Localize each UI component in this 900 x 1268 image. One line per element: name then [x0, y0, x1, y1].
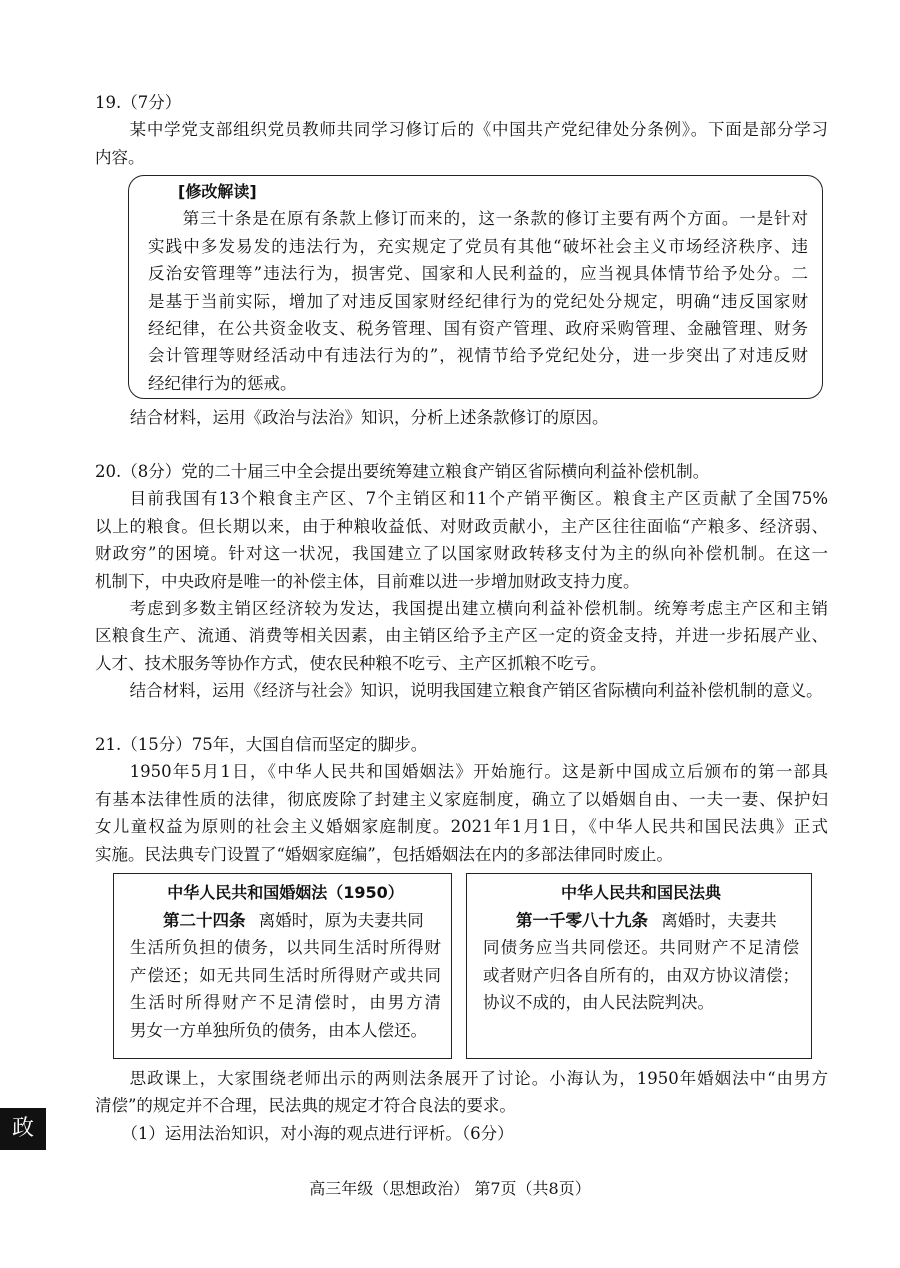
subject-tab: 政 [0, 1108, 46, 1150]
text-line: 协议不成的，由人民法院判决。 [483, 993, 714, 1013]
article-text: 离婚时，原为夫妻共同 [258, 911, 424, 930]
text-line: 反治安管理等”违法行为，损害党、国家和人民利益的，应当视具体情节给予处分。二 [148, 264, 808, 284]
text-line: 区粮食生产、流通、消费等相关因素，由主销区给予主产区一定的资金支持，并进一步拓展产业、 [95, 626, 828, 646]
text-line: 产偿还；如无共同生活时所得财产或共同 [130, 965, 441, 985]
text-line: 实践中多发易发的违法行为，充实规定了党员有其他“破坏社会主义市场经济秩序、违 [148, 236, 808, 256]
paragraph [95, 758, 828, 868]
paragraph [95, 485, 828, 595]
article-lines [130, 934, 441, 1044]
article-text: 离婚时，夫妻共 [661, 911, 777, 930]
text-line: 目前我国有13个粮食主产区、7个主销区和11个产销平衡区。粮食主产区贡献了全国75% [129, 489, 828, 509]
question-intro [95, 116, 828, 171]
box-title: 中华人民共和国民法典 [560, 883, 721, 902]
question-21 [95, 731, 828, 868]
text-line: 生活时所得财产不足清偿时，由男方清 [130, 993, 441, 1013]
text-line: 第三十条是在原有条款上修订而来的，这一条款的修订主要有两个方面。一是针对 [182, 209, 808, 229]
sub-question-1: （1）运用法治知识，对小海的观点进行评析。（6分） [121, 1123, 514, 1143]
page-footer: 高三年级（思想政治） 第7页（共8页） [309, 1179, 591, 1198]
text-line: 考虑到多数主销区经济较为发达，我国提出建立横向利益补偿机制。统筹考虑主产区和主销 [129, 598, 828, 618]
marriage-law-1950-box [113, 873, 452, 1059]
text-line: 会计管理等财经活动中有违法行为的”，视情节给予党纪处分，进一步突出了对违反财 [148, 346, 808, 366]
text-line: 生活所负担的债务，以共同生活时所得财 [130, 938, 441, 958]
text-line: 经纪律行为的惩戒。 [148, 373, 297, 393]
question-19 [95, 89, 828, 171]
text-line: 是基于当前实际，增加了对违反国家财经纪律行为的党纪处分规定，明确“违反国家财 [148, 291, 808, 311]
text-line: 同债务应当共同偿还。共同财产不足清偿 [483, 938, 799, 958]
question-header: 21.（15分）75年，大国自信而坚定的脚步。 [95, 735, 428, 754]
text-line: 财政穷”的困境。针对这一状况，我国建立了以国家财政转移支付为主的纵向补偿机制。在这一 [95, 544, 828, 564]
paragraph [95, 1065, 828, 1120]
text-line: 或者财产归各自所有的，由双方协议清偿； [483, 965, 799, 985]
text-line: 有基本法律性质的法律，彻底废除了封建主义家庭制度，确立了以婚姻自由、一夫一妻、保护妇 [95, 789, 828, 809]
text-line: 清偿”的规定并不合理，民法典的规定才符合良法的要求。 [95, 1096, 516, 1116]
question-header: 19.（7分） [95, 93, 182, 112]
question-header: 20.（8分）党的二十届三中全会提出要统筹建立粮食产销区省际横向利益补偿机制。 [95, 462, 710, 481]
text-line: 女儿童权益为原则的社会主义婚姻家庭制度。2021年1月1日，《中华人民共和国民法典》正式 [95, 817, 828, 837]
text-line: 1950年5月1日，《中华人民共和国婚姻法》开始施行。这是新中国成立后颁布的第一部具 [129, 762, 828, 782]
article-label: 第一千零八十九条 [516, 911, 648, 930]
box-title: [修改解读] [178, 182, 257, 201]
text-line: 经纪律，在公共资金收支、税务管理、国有资产管理、政府采购管理、金融管理、财务 [148, 318, 808, 338]
text-line: 内容。 [95, 147, 145, 167]
box-title: 中华人民共和国婚姻法（1950） [167, 883, 404, 902]
box-text [148, 205, 808, 397]
text-line: 某中学党支部组织党员教师共同学习修订后的《中国共产党纪律处分条例》。下面是部分学习 [129, 120, 828, 140]
question-20 [95, 458, 828, 705]
text-line: 思政课上，大家围绕老师出示的两则法条展开了讨论。小海认为，1950年婚姻法中“由男方 [129, 1069, 828, 1088]
text-line: 机制下，中央政府是唯一的补偿主体，目前难以进一步增加财政支持力度。 [95, 571, 640, 591]
article-lines [483, 934, 799, 1016]
civil-code-box [466, 873, 812, 1059]
revision-interpretation-content [148, 178, 808, 397]
text-line: 人才、技术服务等协作方式，使农民种粮不吃亏、主产区抓粮不吃亏。 [95, 653, 607, 673]
text-line: 以上的粮食。但长期以来，由于种粮收益低、对财政贡献小，主产区往往面临“产粮多、经济弱、 [95, 516, 828, 536]
question-task: 结合材料，运用《经济与社会》知识，说明我国建立粮食产销区省际横向利益补偿机制的意义。 [129, 681, 823, 701]
article-label: 第二十四条 [163, 911, 246, 930]
paragraph [95, 595, 828, 677]
text-line: 实施。民法典专门设置了“婚姻家庭编”，包括婚姻法在内的多部法律同时废止。 [95, 844, 673, 864]
text-line: 男女一方单独所负的债务，由本人偿还。 [130, 1020, 427, 1040]
question-task: 结合材料，运用《政治与法治》知识，分析上述条款修订的原因。 [130, 408, 609, 427]
